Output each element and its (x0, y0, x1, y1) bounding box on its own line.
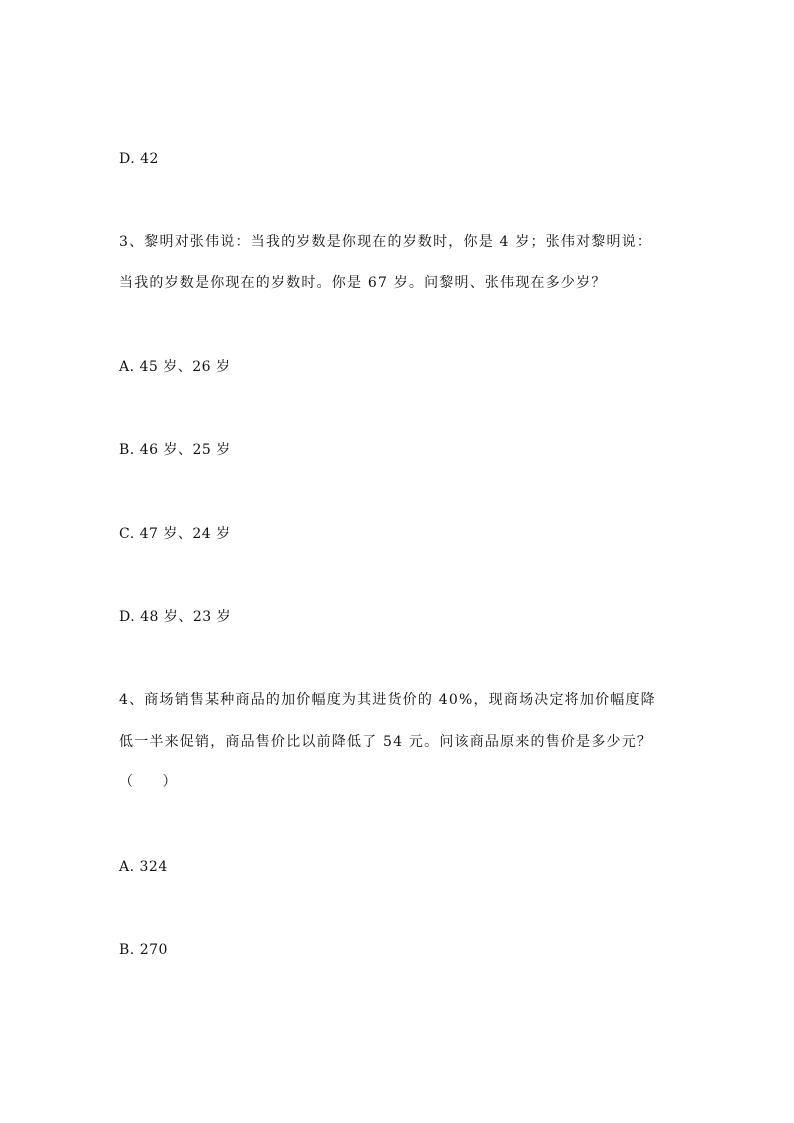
q4-stem-line-1: 4、商场销售某种商品的加价幅度为其进货价的 40%，现商场决定将加价幅度降 (119, 692, 656, 708)
q4-option-b: B. 270 (119, 942, 168, 958)
q3-option-b: B. 46 岁、25 岁 (119, 442, 231, 458)
q3-option-d: D. 48 岁、23 岁 (119, 609, 232, 625)
q3-stem-line-1: 3、黎明对张伟说：当我的岁数是你现在的岁数时，你是 4 岁；张伟对黎明说： (119, 234, 653, 250)
q4-stem-line-2: 低一半来促销，商品售价比以前降低了 54 元。问该商品原来的售价是多少元？ (119, 734, 653, 750)
q4-answer-blank: （ ） (119, 774, 177, 790)
q2-option-d: D. 42 (119, 151, 159, 167)
q3-option-a: A. 45 岁、26 岁 (119, 359, 231, 375)
q4-option-a: A. 324 (119, 859, 168, 875)
q3-stem-line-2: 当我的岁数是你现在的岁数时。你是 67 岁。问黎明、张伟现在多少岁？ (119, 275, 607, 291)
q3-option-c: C. 47 岁、24 岁 (119, 526, 231, 542)
